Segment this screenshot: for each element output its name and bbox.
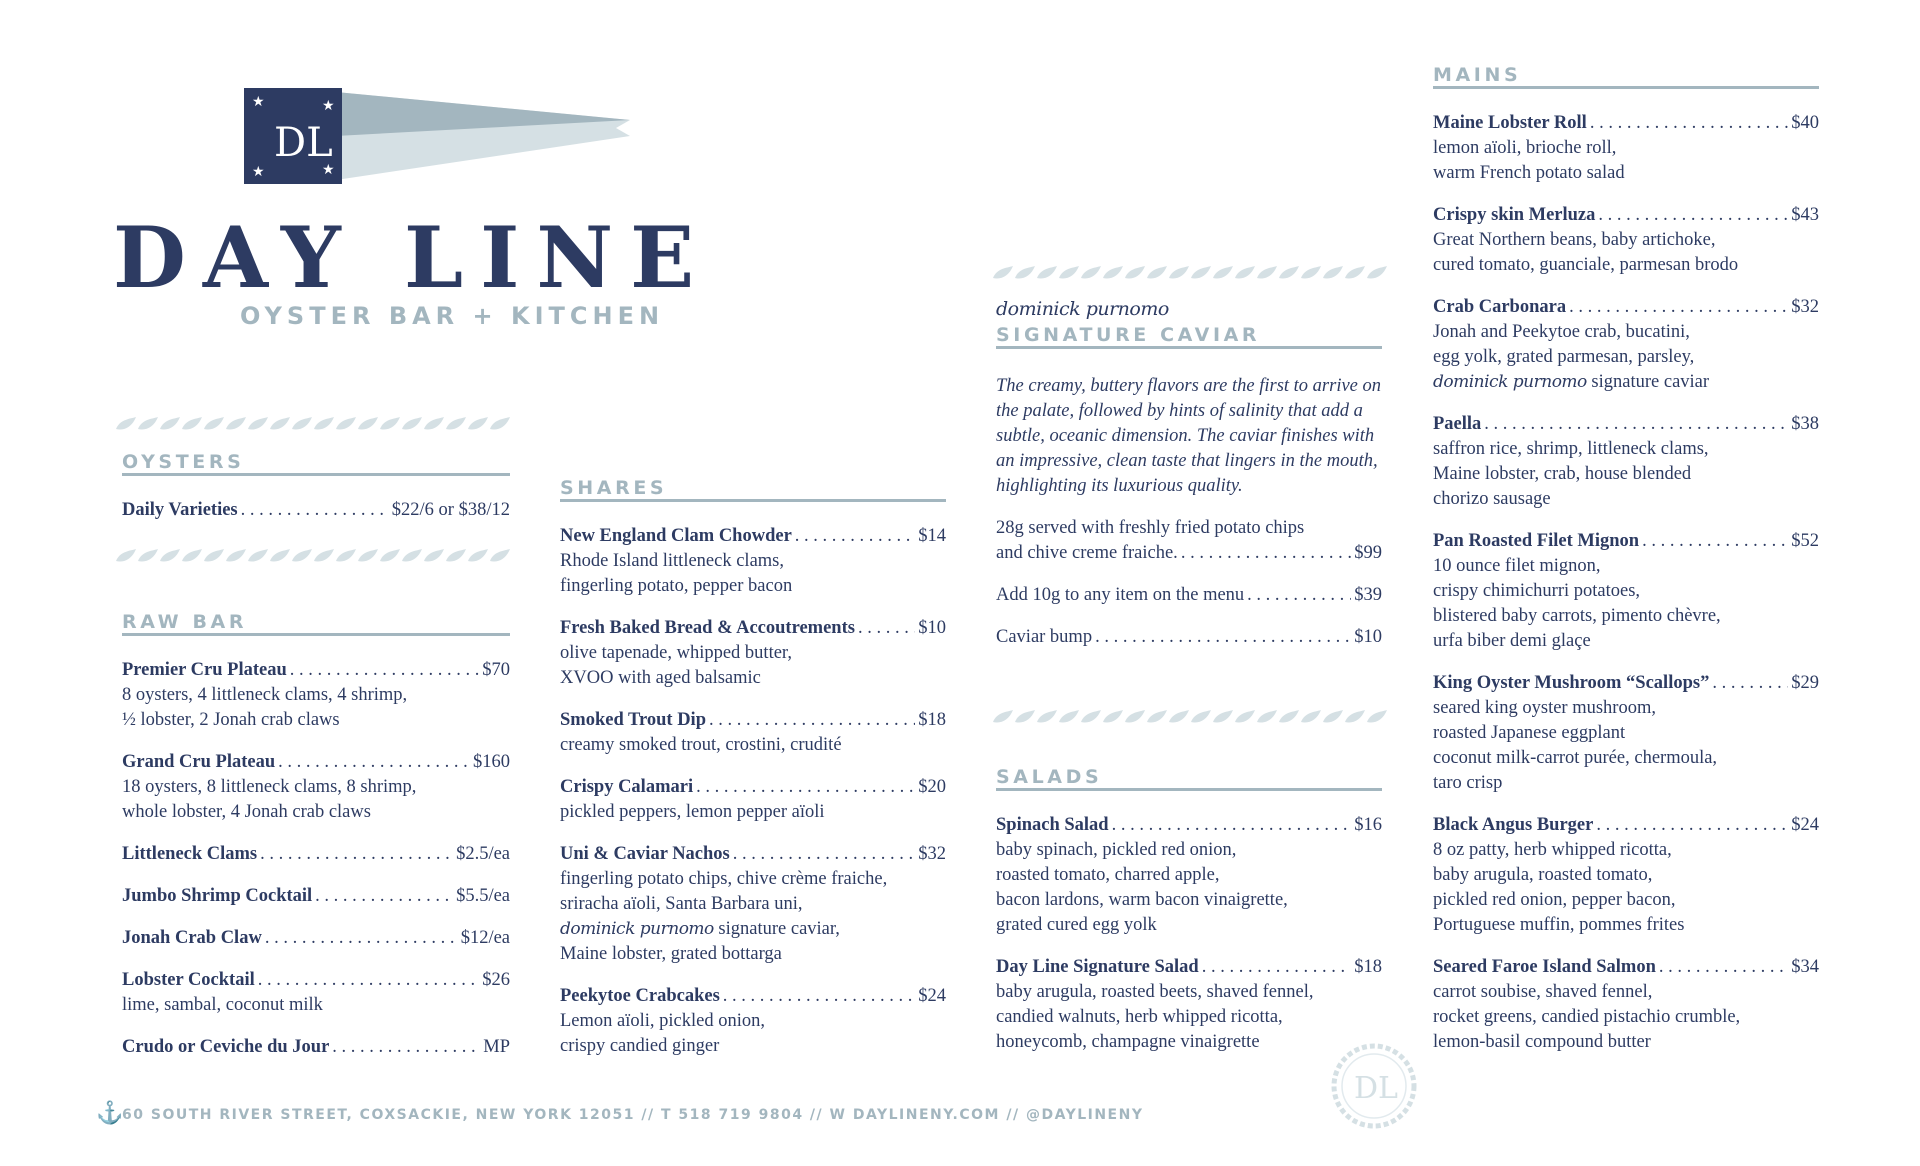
menu-item: [1433, 295, 1819, 395]
item-name: Jumbo Shrimp Cocktail: [122, 886, 313, 906]
item-desc: crispy candied ginger: [560, 1036, 720, 1056]
menu-item: [1433, 955, 1819, 1055]
rope-divider: [993, 706, 1391, 730]
anchor-icon: ⚓: [96, 1100, 124, 1125]
mains-section: [1433, 64, 1819, 1072]
item-desc: lemon aïoli, brioche roll,: [1433, 138, 1617, 158]
menu-item: [560, 775, 946, 825]
menu-item: [996, 955, 1382, 1055]
item-desc: baby arugula, roasted beets, shaved fennel,: [996, 982, 1314, 1002]
item-price: $12/ea: [460, 928, 510, 948]
section-title-raw-bar: RAW BAR: [122, 611, 510, 636]
item-price: MP: [483, 1037, 510, 1057]
item-name: Crab Carbonara: [1433, 297, 1567, 317]
item-desc: Portuguese muffin, pommes frites: [1433, 915, 1685, 935]
item-name: Crispy skin Merluza: [1433, 205, 1596, 225]
rope-divider: [116, 413, 516, 437]
item-desc: fingerling potato, pepper bacon: [560, 576, 793, 596]
menu-item: [996, 813, 1382, 938]
menu-item: [560, 524, 946, 599]
item-price: $39: [1354, 585, 1382, 605]
item-name: Spinach Salad: [996, 815, 1109, 835]
item-name: Pan Roasted Filet Mignon: [1433, 531, 1640, 551]
menu-item: [1433, 203, 1819, 278]
item-price: $160: [473, 752, 510, 772]
seal-monogram: DL: [1354, 1071, 1398, 1106]
item-price: $52: [1791, 531, 1819, 551]
item-desc: saffron rice, shrimp, littleneck clams,: [1433, 439, 1709, 459]
item-price: $32: [918, 844, 946, 864]
brand-name: DAY LINE: [113, 208, 712, 307]
item-desc: lime, sambal, coconut milk: [122, 995, 323, 1015]
item-name: Grand Cru Plateau: [122, 752, 276, 772]
item-desc: baby spinach, pickled red onion,: [996, 840, 1237, 860]
item-desc: whole lobster, 4 Jonah crab claws: [122, 802, 371, 822]
item-desc: and chive creme fraiche.: [996, 543, 1178, 563]
rope-divider: [116, 545, 516, 569]
purnomo-script-logo: dominick purnomo: [996, 298, 1169, 320]
menu-item: [1433, 412, 1819, 512]
menu-item: [122, 884, 510, 909]
item-desc: carrot soubise, shaved fennel,: [1433, 982, 1653, 1002]
item-price: $10: [1354, 627, 1382, 647]
item-name: Add 10g to any item on the menu: [996, 585, 1245, 605]
item-desc: 10 ounce filet mignon,: [1433, 556, 1601, 576]
item-price: $29: [1791, 673, 1819, 693]
item-price: $18: [918, 710, 946, 730]
item-desc: roasted tomato, charred apple,: [996, 865, 1220, 885]
menu-item: [122, 498, 510, 523]
item-price: $40: [1791, 113, 1819, 133]
menu-item: [996, 625, 1382, 650]
item-name: Jonah Crab Claw: [122, 928, 262, 948]
item-price: $32: [1791, 297, 1819, 317]
item-desc: chorizo sausage: [1433, 489, 1551, 509]
item-desc: seared king oyster mushroom,: [1433, 698, 1656, 718]
footer-contact: 60 SOUTH RIVER STREET, COXSACKIE, NEW YORK 12051 // T 518 719 9804 // W DAYLINENY.COM // @DAYLINENY: [122, 1107, 1144, 1123]
item-name: Caviar bump: [996, 627, 1093, 647]
item-price: $14: [918, 526, 946, 546]
salads-section: [996, 766, 1382, 1072]
item-desc: grated cured egg yolk: [996, 915, 1157, 935]
menu-item: [560, 842, 946, 967]
item-name: Black Angus Burger: [1433, 815, 1594, 835]
item-name: Daily Varieties: [122, 500, 238, 520]
item-desc: coconut milk-carrot purée, chermoula,: [1433, 748, 1718, 768]
item-desc: 8 oysters, 4 littleneck clams, 4 shrimp,: [122, 685, 408, 705]
item-desc: roasted Japanese eggplant: [1433, 723, 1626, 743]
item-desc: honeycomb, champagne vinaigrette: [996, 1032, 1260, 1052]
item-desc: Jonah and Peekytoe crab, bucatini,: [1433, 322, 1690, 342]
item-name: Maine Lobster Roll: [1433, 113, 1587, 133]
menu-item: [996, 583, 1382, 608]
menu-item: [996, 516, 1382, 566]
item-desc-tail: signature caviar: [1586, 372, 1710, 392]
item-price: $10: [918, 618, 946, 638]
svg-text:★: ★: [322, 162, 335, 178]
item-desc: Maine lobster, crab, house blended: [1433, 464, 1692, 484]
item-price: $24: [918, 986, 946, 1006]
section-title-oysters: OYSTERS: [122, 451, 510, 476]
menu-item: [1433, 813, 1819, 938]
item-desc: 8 oz patty, herb whipped ricotta,: [1433, 840, 1672, 860]
section-title-shares: SHARES: [560, 477, 946, 502]
item-desc: Rhode Island littleneck clams,: [560, 551, 784, 571]
item-price: $5.5/ea: [456, 886, 510, 906]
menu-item: [122, 842, 510, 867]
item-desc: 18 oysters, 8 littleneck clams, 8 shrimp,: [122, 777, 417, 797]
pennant-flag-icon: [238, 84, 638, 194]
item-name: King Oyster Mushroom “Scallops”: [1433, 673, 1710, 693]
menu-item: [122, 658, 510, 733]
svg-text:★: ★: [252, 164, 265, 180]
section-title-caviar: SIGNATURE CAVIAR: [996, 324, 1382, 349]
item-desc: cured tomato, guanciale, parmesan brodo: [1433, 255, 1739, 275]
item-desc: creamy smoked trout, crostini, crudité: [560, 735, 842, 755]
item-name: Lobster Cocktail: [122, 970, 255, 990]
item-desc-script-line: [560, 917, 946, 942]
item-name: Seared Faroe Island Salmon: [1433, 957, 1656, 977]
item-price: $38: [1791, 414, 1819, 434]
purnomo-script-logo: dominick purnomo: [1433, 372, 1587, 392]
item-desc: blistered baby carrots, pimento chèvre,: [1433, 606, 1721, 626]
item-price: $70: [482, 660, 510, 680]
menu-item: [560, 708, 946, 758]
item-price: $24: [1791, 815, 1819, 835]
item-desc: rocket greens, candied pistachio crumble,: [1433, 1007, 1741, 1027]
item-price: $16: [1354, 815, 1382, 835]
item-name: Crudo or Ceviche du Jour: [122, 1037, 330, 1057]
menu-item: [560, 984, 946, 1059]
item-price: $43: [1791, 205, 1819, 225]
caviar-description: The creamy, buttery flavors are the first to arrive on the palate, followed by hints of salinity that add a subtle, oceanic dimension. The caviar finishes with an impressive, clean taste that lingers in the mouth, highlighting its luxurious quality.: [996, 376, 1382, 496]
item-desc: 28g served with freshly fried potato chips: [996, 518, 1305, 538]
item-name: Day Line Signature Salad: [996, 957, 1199, 977]
raw-bar-section: [122, 611, 510, 1077]
item-name: Uni & Caviar Nachos: [560, 844, 730, 864]
menu-item: [122, 750, 510, 825]
caviar-section: [996, 298, 1382, 667]
item-desc: pickled peppers, lemon pepper aïoli: [560, 802, 825, 822]
rope-divider: [993, 262, 1391, 286]
menu-item: [1433, 111, 1819, 186]
item-price: $99: [1354, 543, 1382, 563]
menu-item: [122, 968, 510, 1018]
item-desc: lemon-basil compound butter: [1433, 1032, 1651, 1052]
item-desc: egg yolk, grated parmesan, parsley,: [1433, 347, 1695, 367]
item-price: $18: [1354, 957, 1382, 977]
item-desc: crispy chimichurri potatoes,: [1433, 581, 1641, 601]
item-price: $2.5/ea: [456, 844, 510, 864]
item-desc: bacon lardons, warm bacon vinaigrette,: [996, 890, 1288, 910]
item-name: Smoked Trout Dip: [560, 710, 706, 730]
item-desc: baby arugula, roasted tomato,: [1433, 865, 1653, 885]
item-desc: warm French potato salad: [1433, 163, 1625, 183]
item-name: New England Clam Chowder: [560, 526, 792, 546]
item-desc: sriracha aïoli, Santa Barbara uni,: [560, 894, 803, 914]
item-desc: ½ lobster, 2 Jonah crab claws: [122, 710, 340, 730]
menu-item: [122, 1035, 510, 1060]
brand-subtitle: OYSTER BAR + KITCHEN: [240, 302, 665, 330]
item-name: Paella: [1433, 414, 1482, 434]
svg-text:★: ★: [252, 94, 265, 110]
menu-item: [1433, 529, 1819, 654]
item-desc: candied walnuts, herb whipped ricotta,: [996, 1007, 1283, 1027]
item-name: Peekytoe Crabcakes: [560, 986, 720, 1006]
item-desc-script-line: [1433, 370, 1819, 395]
svg-text:★: ★: [322, 98, 335, 114]
item-desc: olive tapenade, whipped butter,: [560, 643, 792, 663]
item-name: Littleneck Clams: [122, 844, 258, 864]
menu-item: [560, 616, 946, 691]
section-title-mains: MAINS: [1433, 64, 1819, 89]
item-name: Premier Cru Plateau: [122, 660, 287, 680]
item-desc: pickled red onion, pepper bacon,: [1433, 890, 1676, 910]
item-desc: Lemon aïoli, pickled onion,: [560, 1011, 765, 1031]
item-price: $20: [918, 777, 946, 797]
item-name: Crispy Calamari: [560, 777, 694, 797]
monogram: DL: [274, 120, 333, 166]
item-desc: Great Northern beans, baby artichoke,: [1433, 230, 1716, 250]
item-desc: urfa biber demi glaçe: [1433, 631, 1591, 651]
item-desc: Maine lobster, grated bottarga: [560, 944, 782, 964]
item-desc: fingerling potato chips, chive crème fraiche,: [560, 869, 888, 889]
menu-item: [122, 926, 510, 951]
item-price: $34: [1791, 957, 1819, 977]
dl-rope-seal-icon: [1330, 1042, 1418, 1130]
item-desc: taro crisp: [1433, 773, 1503, 793]
item-desc-tail: signature caviar,: [713, 919, 840, 939]
section-title-salads: SALADS: [996, 766, 1382, 791]
shares-section: [560, 477, 946, 1076]
oysters-section: [122, 451, 510, 540]
item-price: $22/6 or $38/12: [391, 500, 510, 520]
item-price: $26: [482, 970, 510, 990]
item-name: Fresh Baked Bread & Accoutrements: [560, 618, 855, 638]
purnomo-script-logo: dominick purnomo: [560, 919, 714, 939]
item-desc: XVOO with aged balsamic: [560, 668, 761, 688]
menu-item: [1433, 671, 1819, 796]
